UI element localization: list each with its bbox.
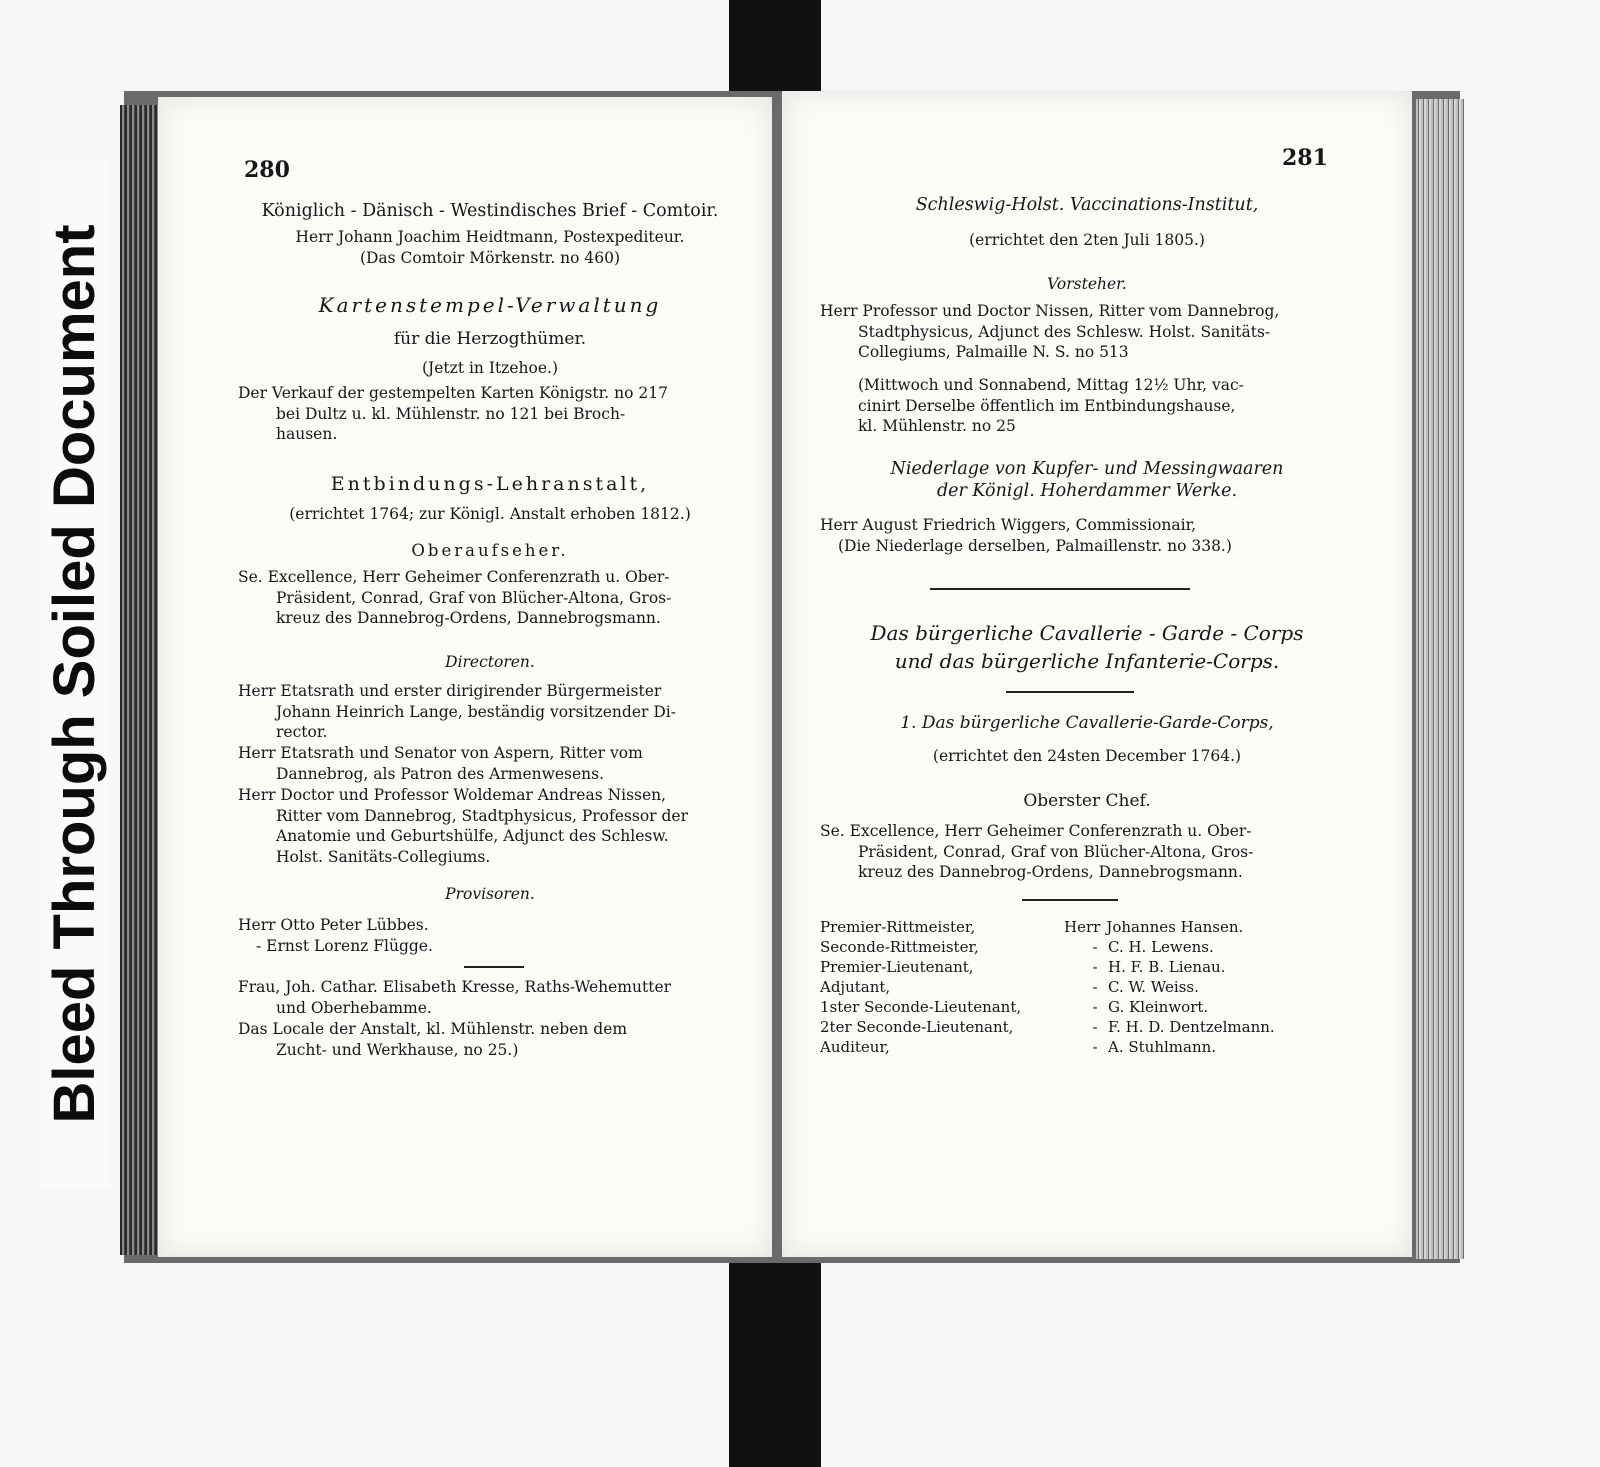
entry-line: Der Verkauf der gestempelten Karten Königstr. no 217 xyxy=(238,384,668,402)
officer-name-cell xyxy=(1064,977,1199,997)
entry-line: Herr Etatsrath und erster dirigirender Bürgermeister xyxy=(238,682,662,700)
entry-line: Holst. Sanitäts-Collegiums. xyxy=(276,847,491,866)
entry-line: Herr Professor und Doctor Nissen, Ritter vom Dannebrog, xyxy=(820,302,1280,320)
page-number: 281 xyxy=(1282,145,1328,171)
entry-line: kl. Mühlenstr. no 25 xyxy=(858,417,1016,435)
vorsteher-entry xyxy=(820,301,1350,363)
entry-line: und Oberhebamme. xyxy=(276,998,432,1017)
entry-line: kreuz des Dannebrog-Ordens, Dannebrogsmann. xyxy=(276,609,661,627)
officer-name: H. F. B. Lienau. xyxy=(1108,958,1226,976)
corps-section-heading: 1. Das bürgerliche Cavallerie-Garde-Corps, xyxy=(900,713,1274,733)
entry-line: kreuz des Dannebrog-Ordens, Dannebrogsmann. xyxy=(858,863,1243,881)
niederlage-heading-2: der Königl. Hoherdammer Werke. xyxy=(936,481,1238,501)
vaccination-heading: Schleswig-Holst. Vaccinations-Institut, xyxy=(915,195,1259,215)
provisoren-heading: Provisoren. xyxy=(445,885,535,903)
right-page xyxy=(782,91,1412,1257)
entry-line: Präsident, Conrad, Graf von Blücher-Altona, Gros- xyxy=(858,842,1254,861)
divider xyxy=(464,966,524,968)
dark-vertical-bar-bottom xyxy=(729,1248,821,1467)
entry-line: cinirt Derselbe öffentlich im Entbindungshause, xyxy=(858,396,1236,415)
corps-established: (errichtet den 24sten December 1764.) xyxy=(932,747,1242,765)
kartenstempel-note: (Jetzt in Itzehoe.) xyxy=(421,359,558,377)
entry-line: Frau, Joh. Cathar. Elisabeth Kresse, Raths-Wehemutter xyxy=(238,978,672,996)
entry-line: Herr August Friedrich Wiggers, Commissionair, xyxy=(820,516,1197,534)
locale-entry xyxy=(238,1019,738,1060)
officer-name-cell xyxy=(1064,1037,1216,1057)
divider xyxy=(1022,899,1118,901)
officer-rank: Adjutant, xyxy=(820,978,891,996)
vaccination-schedule xyxy=(820,375,1350,437)
officer-table xyxy=(820,917,1340,1057)
entry-line: Das Locale der Anstalt, kl. Mühlenstr. neben dem xyxy=(238,1020,628,1038)
officer-row xyxy=(820,977,1340,997)
entry-line: (Die Niederlage derselben, Palmaillenstr. no 338.) xyxy=(838,536,1232,555)
chef-heading: Oberster Chef. xyxy=(1023,791,1151,811)
officer-marker: - xyxy=(1092,958,1098,976)
officer-marker: - xyxy=(1092,978,1098,996)
officer-row xyxy=(820,1037,1340,1057)
provisoren-entry xyxy=(238,915,738,956)
vaccination-established: (errichtet den 2ten Juli 1805.) xyxy=(969,231,1205,249)
officer-rank: Premier-Lieutenant, xyxy=(820,958,974,976)
entry-line: Herr Otto Peter Lübbes. xyxy=(238,916,429,934)
entry-line: bei Dultz u. kl. Mühlenstr. no 121 bei Broch- xyxy=(276,404,626,423)
entry-line: Stadtphysicus, Adjunct des Schlesw. Holst. Sanitäts- xyxy=(858,322,1271,341)
officer-rank: Premier-Rittmeister, xyxy=(820,918,976,936)
book-edge-left xyxy=(120,105,158,1255)
divider xyxy=(930,588,1190,590)
divider xyxy=(1006,691,1134,693)
brief-comtoir-heading: Königlich - Dänisch - Westindisches Brief - Comtoir. xyxy=(261,201,719,221)
officer-row xyxy=(820,997,1340,1017)
entry-line: Herr Doctor und Professor Woldemar Andreas Nissen, xyxy=(238,786,667,804)
entry-line: Dannebrog, als Patron des Armenwesens. xyxy=(276,764,605,783)
officer-row xyxy=(820,917,1340,937)
entry-line: Collegiums, Palmaille N. S. no 513 xyxy=(858,343,1129,361)
officer-name: A. Stuhlmann. xyxy=(1108,1038,1217,1056)
officer-name: F. H. D. Dentzelmann. xyxy=(1108,1018,1275,1036)
officer-marker: - xyxy=(1092,1038,1098,1056)
officer-name-cell xyxy=(1064,917,1243,937)
page-number: 280 xyxy=(244,157,290,183)
entry-line: hausen. xyxy=(276,425,338,443)
officer-rank: Auditeur, xyxy=(820,1038,890,1056)
entry-line: Se. Excellence, Herr Geheimer Conferenzrath u. Ober- xyxy=(820,822,1252,840)
director-entry xyxy=(238,743,738,784)
left-page xyxy=(158,97,772,1257)
kartenstempel-sub: für die Herzogthümer. xyxy=(393,329,587,349)
niederlage-heading: Niederlage von Kupfer- und Messingwaaren xyxy=(890,459,1284,479)
officer-row xyxy=(820,937,1340,957)
entbindung-heading: Entbindungs-Lehranstalt, xyxy=(330,473,650,495)
director-entry xyxy=(238,785,738,867)
open-book xyxy=(124,91,1460,1263)
officer-rank: 1ster Seconde-Lieutenant, xyxy=(820,998,1022,1016)
director-entry xyxy=(238,681,738,743)
officer-name: C. H. Lewens. xyxy=(1108,938,1214,956)
entry-line: Anatomie und Geburtshülfe, Adjunct des Schlesw. xyxy=(276,827,669,845)
officer-name-cell xyxy=(1064,997,1208,1017)
officer-name: G. Kleinwort. xyxy=(1108,998,1209,1016)
entry-line: Ritter vom Dannebrog, Stadtphysicus, Professor der xyxy=(276,806,688,825)
officer-rank: 2ter Seconde-Lieutenant, xyxy=(820,1018,1014,1036)
oberaufseher-entry xyxy=(238,567,738,629)
niederlage-entry xyxy=(820,515,1350,556)
officer-marker: - xyxy=(1092,1018,1098,1036)
officer-name: Johannes Hansen. xyxy=(1106,918,1244,936)
officer-name-cell xyxy=(1064,937,1214,957)
entry-line: rector. xyxy=(276,723,328,741)
entry-line: Johann Heinrich Lange, beständig vorsitzender Di- xyxy=(276,702,676,721)
side-label: Bleed Through Soiled Document xyxy=(42,224,107,1124)
corps-title: Das bürgerliche Cavallerie - Garde - Corps xyxy=(870,621,1304,645)
officer-name-cell xyxy=(1064,1017,1275,1037)
officer-row xyxy=(820,1017,1340,1037)
officer-rank: Seconde-Rittmeister, xyxy=(820,938,979,956)
officer-row xyxy=(820,957,1340,977)
entry-line: (Mittwoch und Sonnabend, Mittag 12½ Uhr, vac- xyxy=(858,376,1244,394)
officer-marker: Herr xyxy=(1064,918,1101,936)
directoren-heading: Directoren. xyxy=(445,653,535,671)
kartenstempel-heading: Kartenstempel-Verwaltung xyxy=(318,293,662,317)
officer-marker: - xyxy=(1092,998,1098,1016)
brief-comtoir-line: (Das Comtoir Mörkenstr. no 460) xyxy=(359,249,621,267)
officer-marker: - xyxy=(1092,938,1098,956)
entbindung-established: (errichtet 1764; zur Königl. Anstalt erhoben 1812.) xyxy=(289,505,691,523)
chef-entry xyxy=(820,821,1350,883)
corps-title-2: und das bürgerliche Infanterie-Corps. xyxy=(894,649,1280,673)
brief-comtoir-line: Herr Johann Joachim Heidtmann, Postexpediteur. xyxy=(295,228,685,246)
entry-line: Herr Etatsrath und Senator von Aspern, Ritter vom xyxy=(238,744,643,762)
entry-line: - Ernst Lorenz Flügge. xyxy=(256,936,433,955)
dark-vertical-bar-top xyxy=(729,0,821,104)
entry-line: Zucht- und Werkhause, no 25.) xyxy=(276,1040,519,1059)
hebamme-entry xyxy=(238,977,738,1018)
entry-line: Se. Excellence, Herr Geheimer Conferenzrath u. Ober- xyxy=(238,568,670,586)
side-label-card xyxy=(40,159,110,1189)
entry-line: Präsident, Conrad, Graf von Blücher-Altona, Gros- xyxy=(276,588,672,607)
kartenstempel-entry xyxy=(238,383,738,445)
officer-name-cell xyxy=(1064,957,1225,977)
vorsteher-heading: Vorsteher. xyxy=(1047,275,1127,293)
officer-name: C. W. Weiss. xyxy=(1108,978,1199,996)
oberaufseher-heading: Oberaufseher. xyxy=(411,541,569,560)
book-edge-right xyxy=(1416,99,1464,1259)
